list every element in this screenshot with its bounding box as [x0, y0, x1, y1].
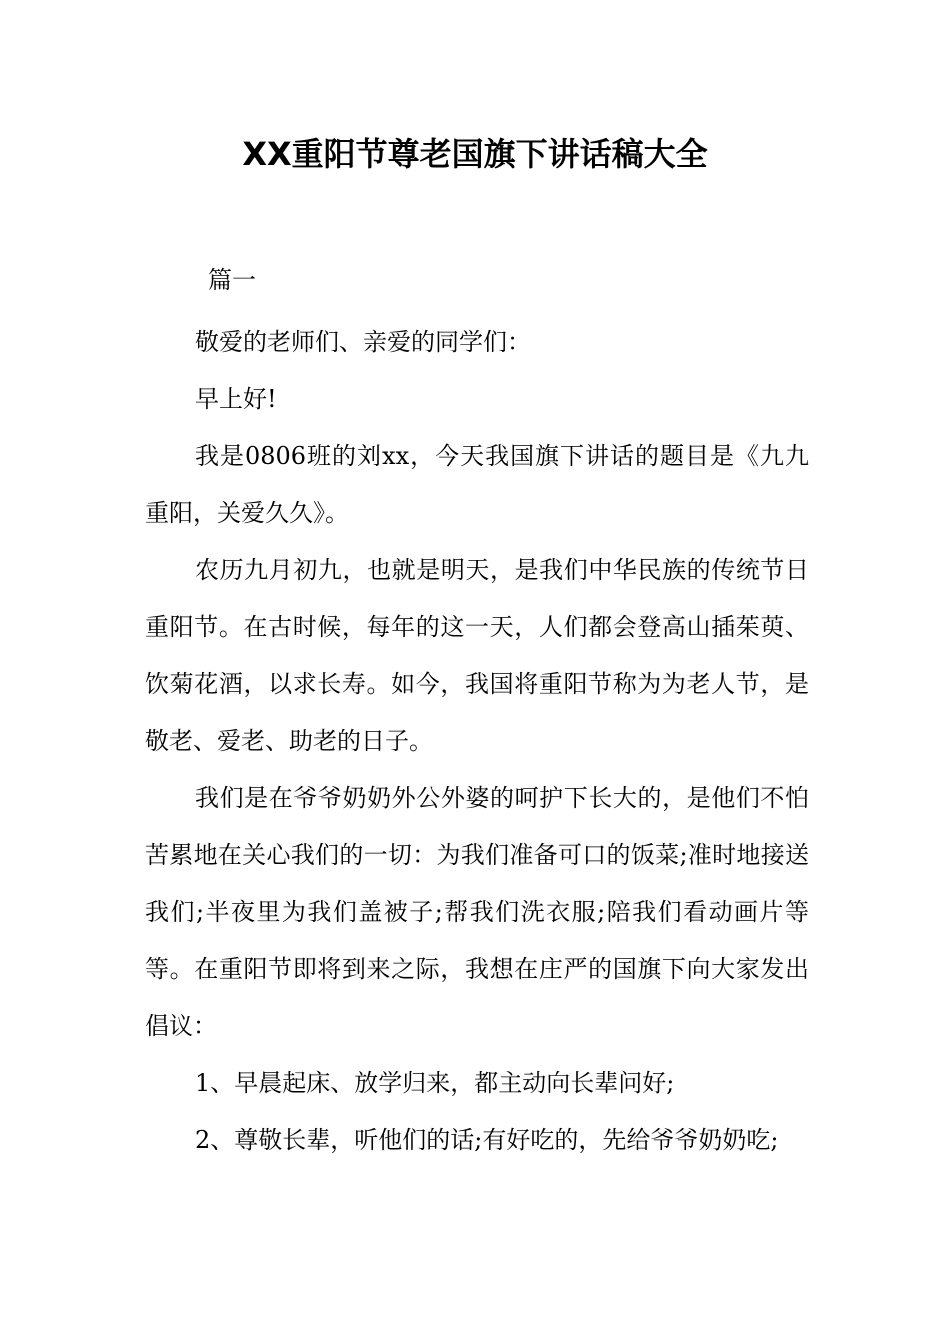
- paragraph-proposal-1: 1、早晨起床、放学归来，都主动向长辈问好;: [195, 1069, 675, 1097]
- paragraph-proposal-2: 2、尊敬长辈，听他们的话;有好吃的，先给爷爷奶奶吃;: [195, 1126, 779, 1154]
- document-body: [145, 314, 809, 1169]
- paragraph-introduction: 我是0806班的刘xx，今天我国旗下讲话的题目是《九九重阳，关爱久久》。: [145, 442, 809, 527]
- section-heading: 篇一: [208, 266, 256, 294]
- paragraph-greeting: 早上好!: [195, 385, 277, 413]
- paragraph-festival-history: 农历九月初九，也就是明天，是我们中华民族的传统节日重阳节。在古时候，每年的这一天，人们都会登高山插茱萸、饮菊花酒，以求长寿。如今，我国将重阳节称为为老人节，是敬老、爱老、助老的日子。: [145, 556, 809, 755]
- paragraph-salutation: 敬爱的老师们、亲爱的同学们：: [195, 328, 531, 356]
- document-title: XX重阳节尊老国旗下讲话稿大全: [242, 135, 708, 173]
- paragraph-grandparents-care: 我们是在爷爷奶奶外公外婆的呵护下长大的，是他们不怕苦累地在关心我们的一切：为我们准备可口的饭菜;准时地接送我们;半夜里为我们盖被子;帮我们洗衣服;陪我们看动画片等等。在重阳节即将到来之际，我想在庄严的国旗下向大家发出倡议：: [145, 784, 809, 1040]
